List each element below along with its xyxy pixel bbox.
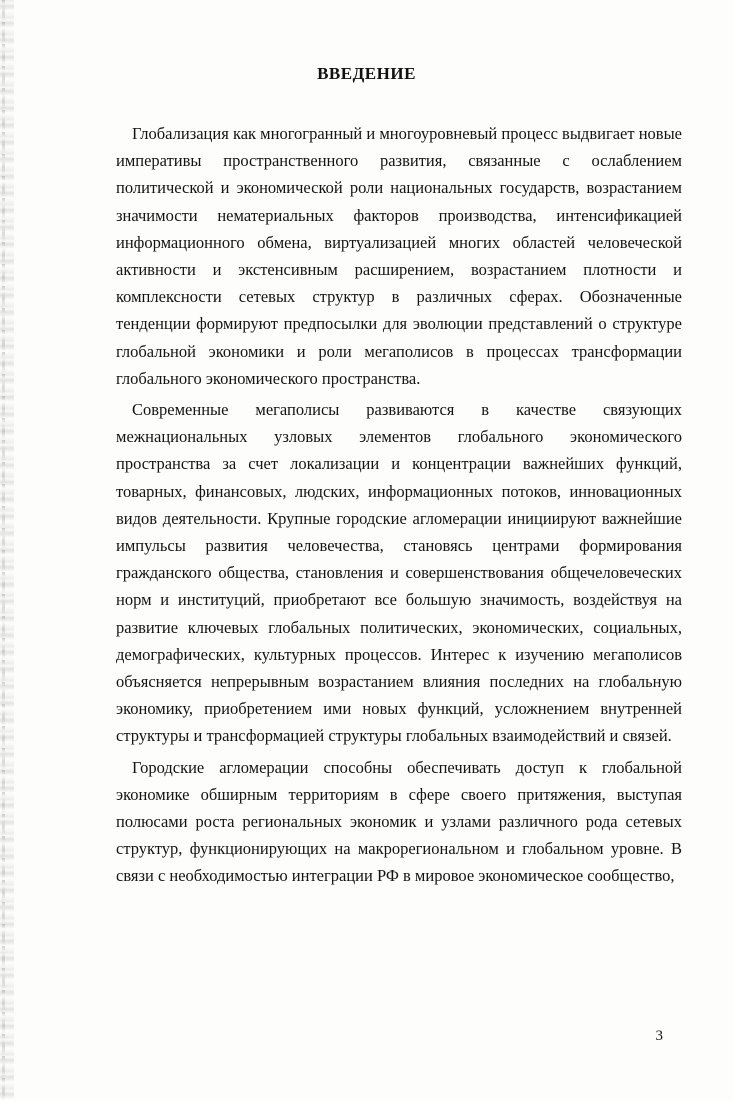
page-title: ВВЕДЕНИЕ (317, 64, 416, 83)
paragraph-3: Городские агломерации способны обеспечивать доступ к глобальной экономике обширным территориям в сфере своего притяжения, выступая полюсами роста региональных экономик и узлами различного рода сетевых структур, функционирующих на макрорегиональном и глобальном уровне. В связи с необходимостью интеграции РФ в мировое экономическое сообщество, (116, 757, 682, 886)
page-number: 3 (655, 1028, 663, 1044)
paragraph-1: Глобализация как многогранный и многоуровневый процесс выдвигает новые императивы пространственного развития, связанные с ослаблением политической и экономической роли национальных государств, возрастанием значимости нематериальных факторов производства, интенсификацией информационного обмена, виртуализацией многих областей человеческой активности и экстенсивным расширением, возрастанием плотности и комплексности сетевых структур в различных сферах. Обозначенные тенденции формируют предпосылки для эволюции представлений о структуре глобальной экономики и роли мегаполисов в процессах трансформации глобального экономического пространства. (116, 124, 682, 388)
document-body (116, 120, 682, 894)
scan-edge-artifact (0, 0, 14, 1100)
paragraph-2: Современные мегаполисы развиваются в качестве связующих межнациональных узловых элементов глобального экономического пространства за счет локализации и концентрации важнейших функций, товарных, финансовых, людских, информационных потоков, инновационных видов деятельности. Крупные городские агломерации инициируют важнейшие импульсы развития человечества, становясь центрами формирования гражданского общества, становления и совершенствования общечеловеческих норм и институций, приобретают все большую значимость, воздействуя на развитие ключевых глобальных политических, экономических, социальных, демографических, культурных процессов. Интерес к изучению мегаполисов объясняется непрерывным возрастанием влияния последних на глобальную экономику, приобретением ими новых функций, усложнением внутренней структуры и трансформацией структуры глобальных взаимодействий и связей. (116, 400, 682, 746)
